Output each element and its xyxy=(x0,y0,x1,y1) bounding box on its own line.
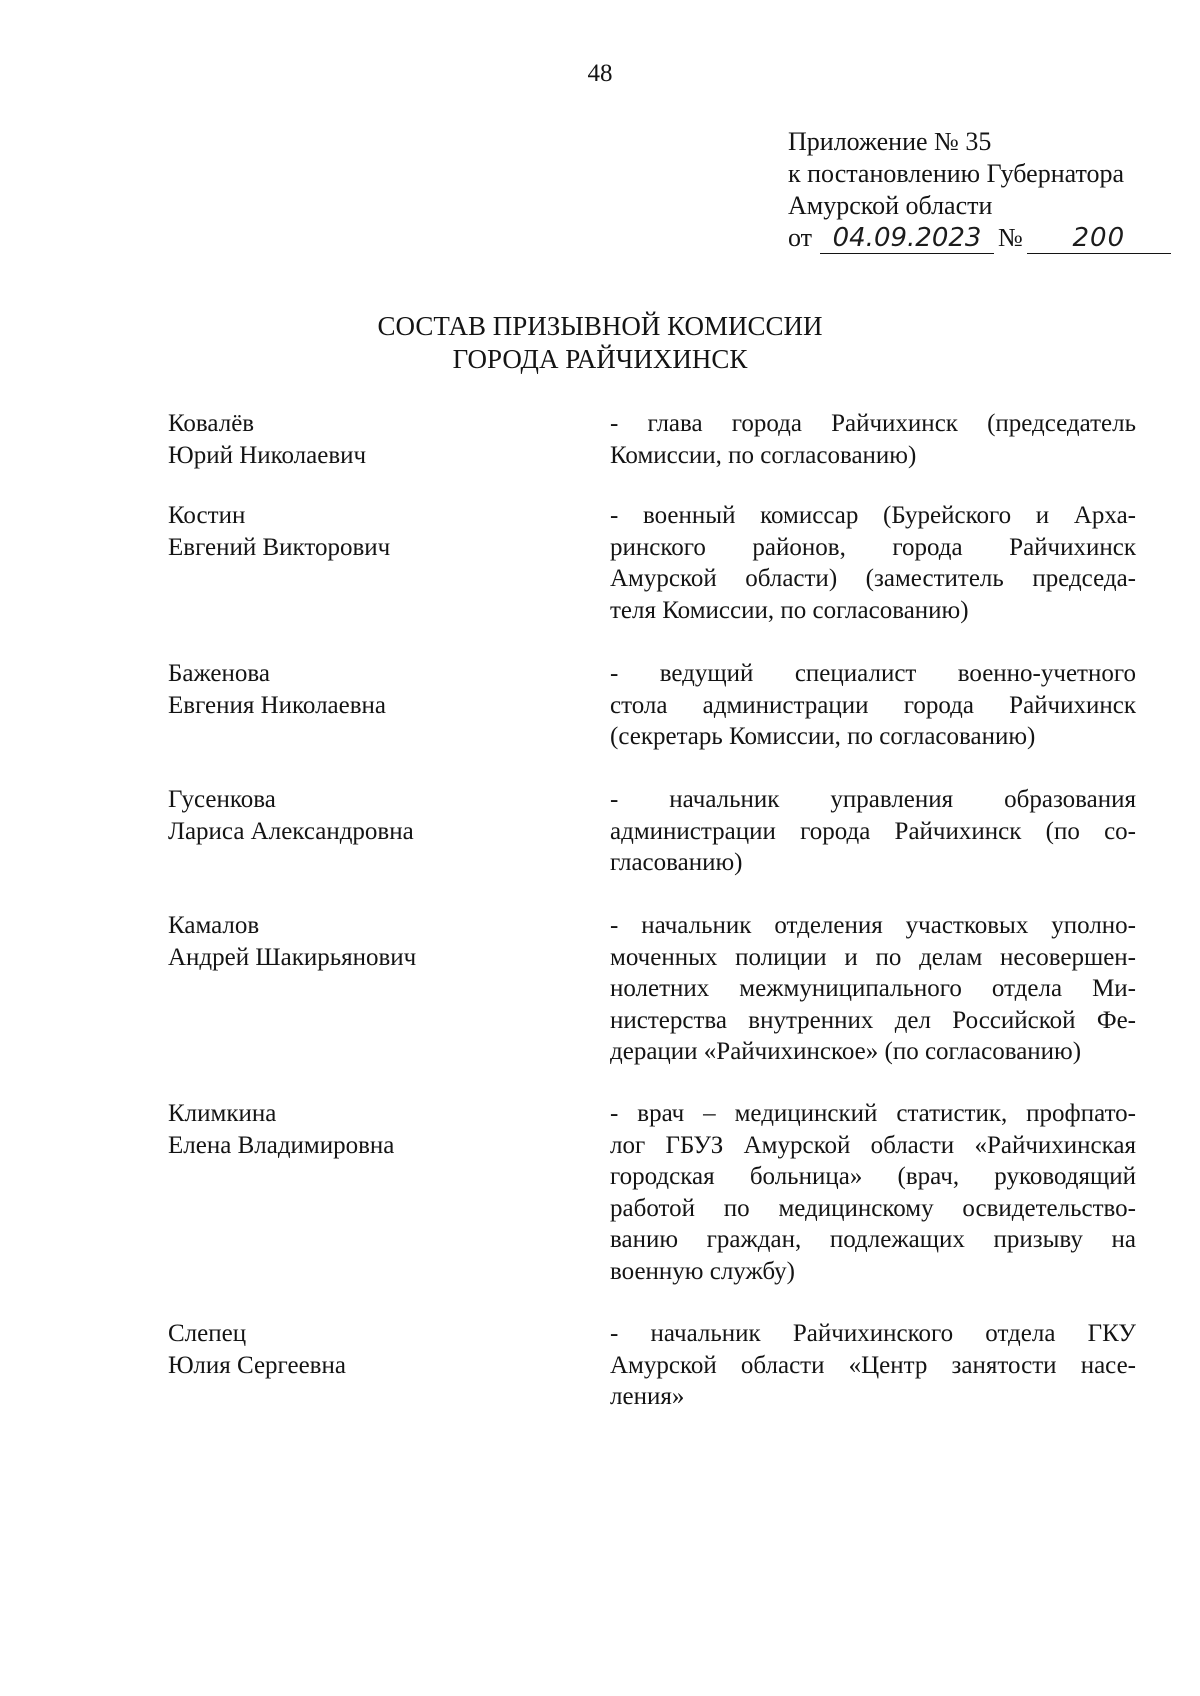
role-line: теля Комиссии, по согласованию) xyxy=(610,596,969,624)
handwritten-date: 04.09.2023 xyxy=(820,223,994,254)
member-role xyxy=(610,910,1136,1068)
member-given-names: Андрей Шакирьянович xyxy=(168,944,417,971)
member-given-names: Лариса Александровна xyxy=(168,818,414,845)
member-role xyxy=(610,784,1136,879)
role-line: Амурской области «Центр занятости насе- xyxy=(610,1351,1136,1379)
title-line-2: ГОРОДА РАЙЧИХИНСК xyxy=(452,344,748,374)
member-surname: Баженова xyxy=(168,660,270,687)
role-line: городская больница» (врач, руководящий xyxy=(610,1163,1136,1190)
member-surname: Костин xyxy=(168,502,246,529)
member-name xyxy=(168,408,588,472)
appendix-region: Амурской области xyxy=(788,191,993,220)
page-number: 48 xyxy=(587,60,613,87)
role-line: дерации «Райчихинское» (по согласованию) xyxy=(610,1038,1082,1065)
role-line: - начальник Райчихинского отдела ГКУ xyxy=(610,1320,1136,1347)
member-surname: Ковалёв xyxy=(168,410,255,437)
role-line: Комиссии, по согласованию) xyxy=(610,441,917,469)
role-line: нолетних межмуниципального отдела Ми- xyxy=(610,975,1136,1002)
role-line: - ведущий специалист военно-учетного xyxy=(610,660,1136,687)
role-line: лог ГБУЗ Амурской области «Райчихинская xyxy=(610,1131,1136,1159)
member-role xyxy=(610,658,1136,753)
role-line: - начальник отделения участковых уполно- xyxy=(610,912,1136,939)
member-role xyxy=(610,1098,1136,1287)
member-surname: Слепец xyxy=(168,1320,247,1347)
role-line: - врач – медицинский статистик, профпато- xyxy=(610,1100,1136,1127)
role-line: - начальник управления образования xyxy=(610,786,1136,813)
member-name xyxy=(168,1098,588,1162)
appendix-date-line xyxy=(788,222,1171,254)
member-name xyxy=(168,1318,588,1382)
number-label: № xyxy=(998,223,1023,252)
appendix-reference: к постановлению Губернатора xyxy=(788,159,1125,188)
role-line: военную службу) xyxy=(610,1257,795,1285)
role-line: работой по медицинскому освидетельство- xyxy=(610,1194,1136,1222)
role-line: ванию граждан, подлежащих призыву на xyxy=(610,1226,1136,1253)
document-title xyxy=(0,310,1200,376)
title-line-1: СОСТАВ ПРИЗЫВНОЙ КОМИССИИ xyxy=(377,311,823,341)
member-given-names: Юрий Николаевич xyxy=(168,442,367,469)
member-given-names: Юлия Сергеевна xyxy=(168,1352,346,1379)
member-given-names: Евгения Николаевна xyxy=(168,692,387,719)
member-name xyxy=(168,784,588,848)
role-line: - глава города Райчихинск (председатель xyxy=(610,410,1136,437)
role-line: ринского районов, города Райчихинск xyxy=(610,533,1136,561)
appendix-header xyxy=(788,126,1171,254)
member-surname: Камалов xyxy=(168,912,260,939)
role-line: ления» xyxy=(610,1383,685,1410)
member-role xyxy=(610,408,1136,471)
appendix-title: Приложение № 35 xyxy=(788,127,992,156)
role-line: гласованию) xyxy=(610,849,743,876)
member-surname: Климкина xyxy=(168,1100,277,1127)
role-line: администрации города Райчихинск (по со- xyxy=(610,817,1136,845)
role-line: - военный комиссар (Бурейского и Арха- xyxy=(610,502,1136,529)
member-given-names: Елена Владимировна xyxy=(168,1132,395,1159)
member-role xyxy=(610,500,1136,626)
role-line: стола администрации города Райчихинск xyxy=(610,691,1136,719)
role-line: моченных полиции и по делам несовершен- xyxy=(610,943,1136,971)
member-role xyxy=(610,1318,1136,1413)
member-surname: Гусенкова xyxy=(168,786,276,813)
date-prefix: от xyxy=(788,223,813,252)
member-name xyxy=(168,910,588,974)
handwritten-number: 200 xyxy=(1027,223,1171,254)
member-name xyxy=(168,500,588,564)
role-line: (секретарь Комиссии, по согласованию) xyxy=(610,723,1036,750)
member-given-names: Евгений Викторович xyxy=(168,534,391,561)
member-name xyxy=(168,658,588,722)
role-line: Амурской области) (заместитель председа- xyxy=(610,565,1136,592)
role-line: нистерства внутренних дел Российской Фе- xyxy=(610,1006,1136,1034)
